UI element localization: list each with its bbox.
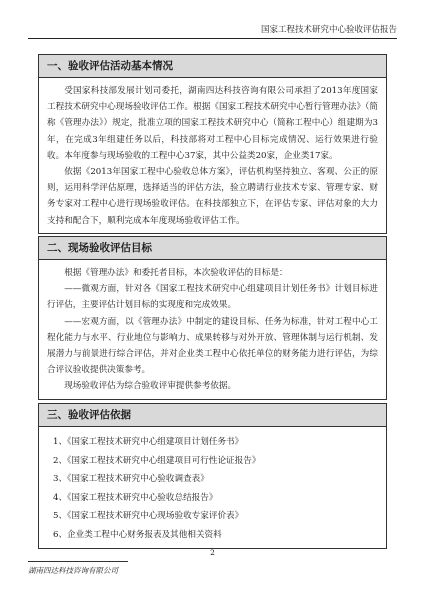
list-item: 5、《国家工程技术研究中心现场验收专家评价表》 bbox=[53, 511, 244, 521]
list-item: 2、《国家工程技术研究中心组建项目可行性论证报告》 bbox=[53, 455, 261, 466]
paragraph: 根据《管理办法》和委托者目标，本次验收评估的目标是： bbox=[64, 268, 288, 278]
footer-company: 湖南四达科技咨询有限公司 bbox=[28, 566, 118, 575]
list-item: 4、《国家工程技术研究中心验收总结报告》 bbox=[53, 492, 218, 503]
section-basis bbox=[38, 403, 387, 549]
list-item: 1、《国家工程技术研究中心组建项目计划任务书》 bbox=[53, 437, 244, 447]
section-body bbox=[39, 427, 386, 548]
section-body bbox=[39, 260, 386, 399]
page-header bbox=[28, 22, 397, 39]
paragraph: 受国家科技部发展计划司委托，湖南四达科技咨询有限公司承担了2013年度国家工程技术研究中心现场验收评估工作。根据《国家工程技术研究中心暂行管理办法》（简称《管理办法》）规定，批准立项的国家工程技术研究中心（简称工程中心）组建期为3年，在完成3年组建任务以后，科技部将对工程中心目标完成情况、运行效果进行验收。本年度参与现场验收的工程中心37家，其中公益类20家，企业类17家。 bbox=[47, 86, 378, 161]
paragraph: ——微观方面，针对各《国家工程技术研究中心组建项目计划任务书》计划目标进行评估，主要评估计划目标的实现度和完成效果。 bbox=[47, 284, 378, 311]
header-title: 国家工程技术研究中心验收评估报告 bbox=[260, 25, 397, 35]
section-objectives bbox=[38, 236, 387, 400]
paragraph: ——宏观方面，以《管理办法》中制定的建设目标、任务为标准，针对工程中心工程化能力与水平、行业地位与影响力、成果转移与对外开放、管理体制与运行机制、发展潜力与前景进行综合评估，并对企业类工程中心依托单位的财务能力进行评估，为综合评议验收提供决策参考。 bbox=[47, 316, 378, 376]
paragraph: 现场验收评估为综合验收评审提供参考依据。 bbox=[64, 381, 237, 392]
page-footer bbox=[28, 561, 397, 579]
section-title: 三、验收评估依据 bbox=[39, 404, 386, 427]
section-basic-info bbox=[38, 54, 387, 234]
section-title: 一、验收评估活动基本情况 bbox=[39, 55, 386, 78]
section-body bbox=[39, 78, 386, 233]
footer-rule bbox=[28, 561, 128, 562]
list-item: 3、《国家工程技术研究中心验收调查表》 bbox=[53, 474, 209, 484]
list-item: 6、企业类工程中心财务报表及其他相关资料 bbox=[53, 529, 222, 540]
page-number: 2 bbox=[210, 548, 215, 557]
paragraph: 依据《2013年国家工程中心验收总体方案》，评估机构坚持独立、客观、公正的原则，运用科学评估原理，选择适当的评估方法，验立聘请行业技术专家、管理专家、财务专家对工程中心进行现场验收评估。在科技部独立下，在评估专家、评估对象的大力支持和配合下，顺利完成本年度现场验收评估工作。 bbox=[47, 167, 378, 226]
section-title: 二、现场验收评估目标 bbox=[39, 237, 386, 260]
